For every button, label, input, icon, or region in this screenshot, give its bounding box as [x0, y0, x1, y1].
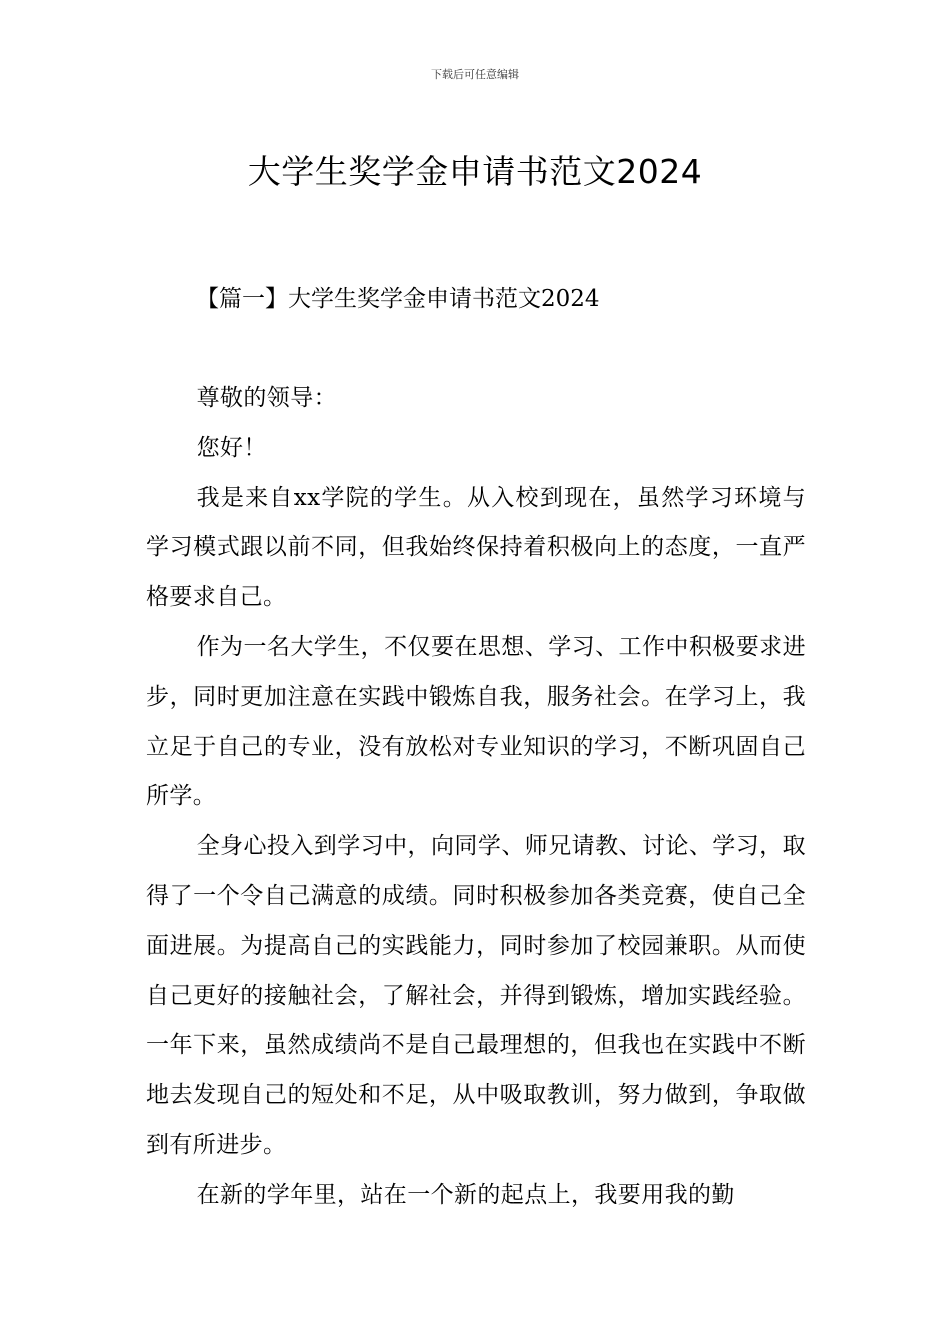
greeting: 您好！ — [196, 434, 267, 461]
page-header-note: 下载后可任意编辑 — [431, 68, 519, 81]
section-heading: 【篇一】大学生奖学金申请书范文2024 — [196, 286, 600, 312]
letter-body — [146, 374, 806, 1221]
document-title: 大学生奖学金申请书范文2024 — [247, 152, 703, 192]
paragraph-4: 在新的学年里，站在一个新的起点上，我要用我的勤 — [196, 1181, 735, 1208]
paragraph-3: 全身心投入到学习中，向同学、师兄请教、讨论、学习，取得了一个令自己满意的成绩。同时积极参加各类竞赛，使自己全面进展。为提高自己的实践能力，同时参加了校园兼职。从而使自己更好的接触社会，了解社会，并得到锻炼，增加实践经验。一年下来，虽然成绩尚不是自己最理想的，但我也在实践中不断地去发现自己的短处和不足，从中吸取教训，努力做到，争取做到有所进步。 — [146, 833, 806, 1158]
paragraph-2: 作为一名大学生，不仅要在思想、学习、工作中积极要求进步，同时更加注意在实践中锻炼自我，服务社会。在学习上，我立足于自己的专业，没有放松对专业知识的学习，不断巩固自己所学。 — [146, 633, 806, 810]
salutation: 尊敬的领导： — [196, 385, 337, 411]
paragraph-1: 我是来自xx学院的学生。从入校到现在，虽然学习环境与学习模式跟以前不同，但我始终保持着积极向上的态度，一直严格要求自己。 — [146, 484, 806, 611]
